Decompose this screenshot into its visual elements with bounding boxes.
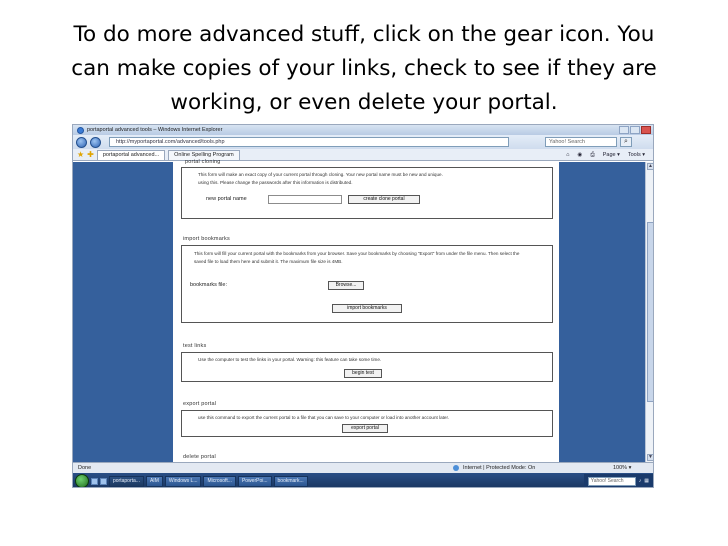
begin-test-button[interactable]: begin test <box>344 369 382 378</box>
status-text: Done <box>78 465 92 471</box>
start-button[interactable] <box>75 474 89 488</box>
feeds-icon[interactable]: ◉ <box>577 152 583 158</box>
system-tray <box>584 474 653 488</box>
window-controls <box>619 126 651 134</box>
taskbar-item-windows[interactable]: Windows L... <box>165 476 202 487</box>
new-portal-name-label: new portal name <box>206 196 247 202</box>
export-description: use this command to export the current portal to a file that you can save to your computer or load into another account later. <box>198 415 450 420</box>
forward-button[interactable] <box>90 137 101 148</box>
globe-icon <box>453 465 459 471</box>
import-description-line-1: This form will fill your current portal with the bookmarks from your browser. Save your bookmarks by choosing "Export" from under the file menu. Then select the <box>194 251 520 256</box>
volume-icon[interactable]: ♪ <box>638 478 642 484</box>
window-title: portaportal advanced tools – Windows Internet Explorer <box>87 127 223 133</box>
delete-section-title: delete portal <box>183 454 216 460</box>
tools-menu[interactable]: Tools ▾ <box>627 152 645 158</box>
security-zone[interactable]: Internet | Protected Mode: On <box>463 465 536 471</box>
clone-description-line-2: using this. Please change the passwords after this information is distributed. <box>198 180 353 185</box>
vertical-scrollbar[interactable] <box>645 162 654 462</box>
window-titlebar <box>73 125 653 135</box>
create-clone-button[interactable]: create clone portal <box>348 195 420 204</box>
taskbar-item-microsoft[interactable]: Microsoft... <box>203 476 235 487</box>
print-icon[interactable]: ⎙ <box>590 152 595 158</box>
advanced-tools-page <box>181 159 553 462</box>
taskbar-item-bookmarks[interactable]: bookmark... <box>274 476 308 487</box>
add-favorites-icon[interactable]: ✚ <box>87 149 94 159</box>
command-bar <box>566 150 645 160</box>
caption-line-3: working, or even delete your portal. <box>170 90 558 115</box>
tab-portaportal[interactable]: portaportal advanced... <box>97 150 165 160</box>
status-bar <box>73 462 653 473</box>
scroll-up-arrow-icon[interactable]: ▲ <box>648 163 653 169</box>
test-section-title: test links <box>183 343 207 349</box>
taskbar-search-input[interactable]: Yahoo! Search <box>588 477 636 486</box>
taskbar-item-aim[interactable]: AIM <box>146 476 163 487</box>
zoom-level[interactable]: 100% ▾ <box>613 465 632 471</box>
close-window-button[interactable] <box>641 126 651 134</box>
search-input[interactable]: Yahoo! Search <box>545 137 617 147</box>
tab-spelling-program[interactable]: Online Spelling Program <box>168 150 240 160</box>
taskbar-item-powerpoint[interactable]: PowerPoi... <box>238 476 272 487</box>
import-section-title: import bookmarks <box>183 236 230 242</box>
browse-button[interactable]: Browse... <box>328 281 364 290</box>
test-description: Use the computer to test the links in your portal. Warning: this feature can take some time. <box>198 357 382 362</box>
internet-explorer-icon <box>77 127 84 134</box>
minimize-button[interactable] <box>619 126 629 134</box>
export-section <box>181 410 553 437</box>
quick-launch-ie-icon[interactable] <box>91 478 98 485</box>
clone-description-line-1: This form will make an exact copy of your current portal through cloning. Your new portal name must be new and unique. <box>198 172 443 177</box>
test-links-section <box>181 352 553 382</box>
quick-launch-desktop-icon[interactable] <box>100 478 107 485</box>
browser-screenshot <box>72 124 654 488</box>
back-button[interactable] <box>76 137 87 148</box>
caption-line-1: To do more advanced stuff, click on the gear icon. You <box>73 22 655 47</box>
export-portal-button[interactable]: export portal <box>342 424 388 433</box>
clone-section <box>181 167 553 219</box>
left-page-margin <box>73 162 173 462</box>
right-page-margin <box>559 162 645 462</box>
clone-section-title: portal cloning <box>185 159 221 165</box>
favorites-star-icon[interactable]: ★ <box>77 149 85 159</box>
network-icon[interactable]: ▦ <box>644 478 649 484</box>
maximize-button[interactable] <box>630 126 640 134</box>
taskbar-item-portaportal[interactable]: portaporta... <box>109 476 144 487</box>
scroll-thumb[interactable] <box>647 222 654 402</box>
new-portal-name-input[interactable] <box>268 195 342 204</box>
home-icon[interactable]: ⌂ <box>566 152 570 158</box>
page-viewport <box>73 159 653 462</box>
scroll-down-arrow-icon[interactable]: ▼ <box>648 454 653 460</box>
import-section <box>181 245 553 323</box>
search-icon[interactable]: ⌕ <box>620 137 632 147</box>
address-bar-row <box>73 135 653 149</box>
export-section-title: export portal <box>183 401 217 407</box>
bookmarks-file-label: bookmarks file: <box>190 282 227 288</box>
address-field[interactable]: http://myportaportal.com/advanced/tools.php <box>109 137 509 147</box>
import-bookmarks-button[interactable]: import bookmarks <box>332 304 402 313</box>
slide-caption <box>30 18 698 120</box>
caption-line-2: can make copies of your links, check to see if they are <box>71 56 657 81</box>
page-menu[interactable]: Page ▾ <box>602 152 620 158</box>
import-description-line-2: saved file to load them here and submit it. The maximum file size is 4MB. <box>194 259 343 264</box>
tab-bar <box>73 149 653 161</box>
windows-taskbar <box>73 473 653 488</box>
